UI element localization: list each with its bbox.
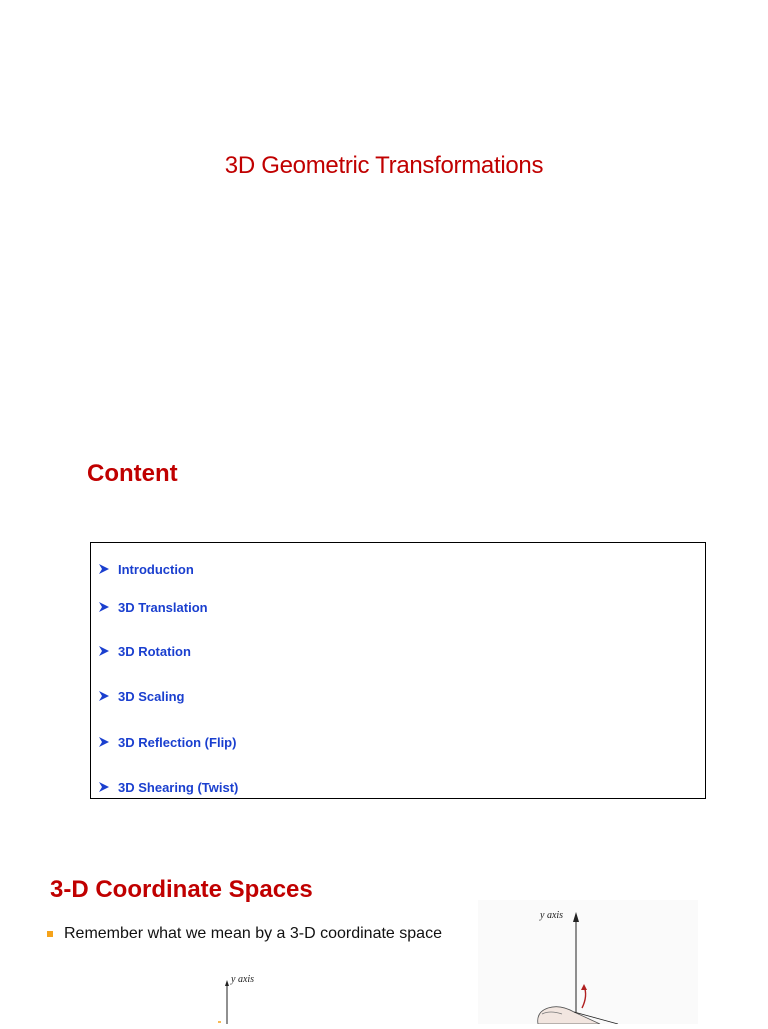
y-axis-label: y axis	[540, 910, 564, 921]
toc-item-3d-translation[interactable]	[97, 597, 208, 617]
arrow-bullet-icon	[97, 644, 111, 658]
toc-item-label: 3D Rotation	[118, 643, 191, 659]
arrow-bullet-icon	[97, 562, 111, 576]
toc-item-3d-scaling[interactable]	[97, 686, 184, 706]
right-axis-figure	[478, 900, 698, 1024]
hand-rotation-diagram-icon	[478, 900, 698, 1024]
toc-item-label: Introduction	[118, 561, 194, 577]
toc-item-label: 3D Shearing (Twist)	[118, 779, 239, 795]
arrow-bullet-icon	[97, 600, 111, 614]
bullet-text: Remember what we mean by a 3-D coordinate space	[64, 925, 442, 942]
toc-item-3d-rotation[interactable]	[97, 641, 191, 661]
toc-item-label: 3D Reflection (Flip)	[118, 734, 237, 750]
toc-item-label: 3D Scaling	[118, 688, 185, 704]
arrow-bullet-icon	[97, 689, 111, 703]
coordinate-spaces-heading: 3-D Coordinate Spaces	[50, 876, 313, 903]
toc-item-3d-reflection[interactable]	[97, 732, 236, 752]
left-axis-figure	[210, 970, 290, 1029]
y-axis-label: y axis	[231, 974, 255, 985]
contents-list-box	[90, 542, 706, 799]
arrow-bullet-icon	[97, 780, 111, 794]
content-heading: Content	[87, 460, 178, 487]
page-title: 3D Geometric Transformations	[224, 152, 544, 179]
bullet-point	[47, 925, 442, 943]
toc-item-3d-shearing[interactable]	[97, 777, 238, 797]
square-bullet-icon	[47, 931, 53, 937]
toc-item-introduction[interactable]	[97, 559, 194, 579]
toc-item-label: 3D Translation	[118, 599, 208, 615]
arrow-bullet-icon	[97, 735, 111, 749]
